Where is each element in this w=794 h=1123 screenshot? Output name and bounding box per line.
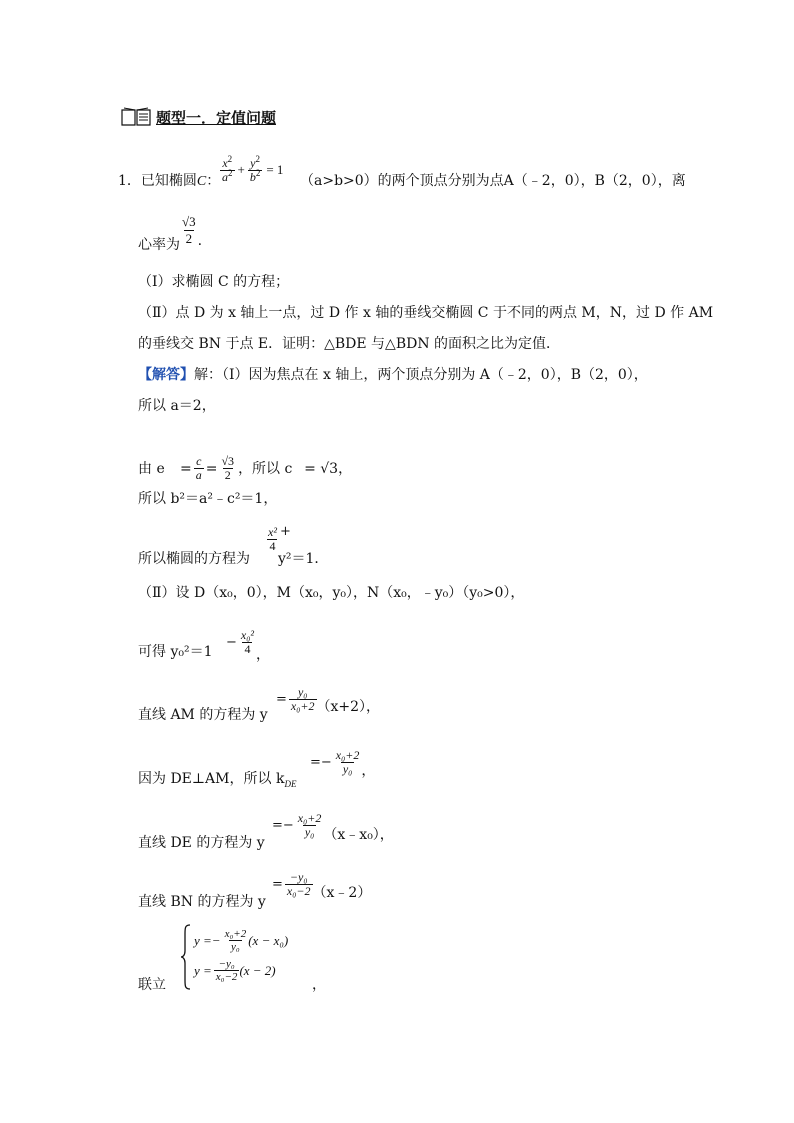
solution-line-3: 由 e = $\frac{c}{a}$ = $\frac{√3}{2}$ ，所以 c = √3 ， — [138, 454, 353, 482]
equals-one: = 1 — [266, 162, 284, 177]
solution-line-8-prefix: 直线 AM 的方程为 y — [138, 707, 268, 723]
problem-intro: 已知椭圆 — [140, 173, 197, 189]
de-slope: =− $\frac{\text{x₀+2}}{\text{y₀}}$ ， — [310, 747, 376, 779]
ellipse-result: $\frac{\text{x²}}{4}$ + — [268, 524, 291, 553]
x0sq-over-4: − $\frac{\text{x₀²}}{4}$ ， — [226, 627, 271, 663]
left-brace-icon — [180, 924, 192, 990]
problem-line-1 — [118, 172, 220, 191]
ecc-prefix: 心率为 — [138, 237, 180, 253]
ecc-line — [138, 236, 180, 254]
problem-condition: （a>b>0）的两个顶点分别为点A（﹣2，0），B（2，0），离 — [300, 173, 686, 189]
solution-line-5-tail: y²＝1． — [278, 551, 329, 567]
system-brace — [180, 924, 192, 990]
solution-line-11-prefix: 直线 BN 的方程为 y — [138, 894, 266, 910]
c-over-a: $\frac{c}{a}$ — [195, 454, 202, 482]
y-fraction: $\frac{y^2}{b^2}$ — [249, 153, 261, 184]
part-2-b: 的垂线交 BN 于点 E．证明：△BDE 与△BDN 的面积之比为定值． — [138, 336, 561, 352]
solution-line-1: 【解答】解：（Ⅰ）因为焦点在 x 轴上，两个顶点分别为 A（﹣2，0），B（2，0）， — [138, 367, 648, 383]
solution-line-6: （Ⅱ）设 D（x₀，0），M（x₀，y₀），N（x₀，﹣y₀）（y₀>0）， — [138, 585, 525, 601]
colon: ： — [206, 173, 221, 189]
bn-line-eq: = $\frac{\text{−y₀}}{\text{x₀−2}}$ （x﹣2） — [272, 869, 372, 901]
solution-line-9-prefix: 因为 DE⊥AM，所以 $k_{DE}$ — [138, 771, 297, 789]
ecc-fraction: $\frac{√3}{2}$ . — [182, 214, 203, 249]
system-eq-1: y =− $\frac{\text{x₀+2}}{\text{y₀}}$ (x − x₀) — [194, 928, 289, 953]
section-heading — [120, 106, 276, 128]
de-line-eq: =− $\frac{\text{x₀+2}}{\text{y₀}}$ （x﹣x₀）， — [272, 810, 394, 843]
am-slope: = $\frac{\text{y₀}}{\text{x₀+2}}$ （x+2）， — [276, 684, 381, 715]
solution-line-7: 可得 y₀²＝1 — [138, 644, 213, 660]
system-end: ， — [312, 977, 326, 993]
x-fraction: $\frac{x^2}{a^2}$ — [222, 153, 233, 184]
ellipse-equation — [220, 152, 283, 188]
solution-line-2: 所以 a＝2， — [138, 398, 216, 414]
plus-sign: + — [237, 162, 245, 177]
curve-name: C — [196, 174, 207, 189]
solution-line-4: 所以 b²＝a²﹣c²＝1， — [138, 491, 278, 507]
part-2-a: （Ⅱ）点 D 为 x 轴上一点，过 D 作 x 轴的垂线交椭圆 C 于不同的两点 M，N，过 D 作 AM — [138, 305, 714, 321]
heading-title: 题型一．定值问题 — [156, 108, 277, 127]
part-1: （Ⅰ）求椭圆 C 的方程； — [138, 274, 290, 290]
sqrt3-over-2: $\frac{√3}{2}$ — [221, 454, 235, 482]
solution-line-10-prefix: 直线 DE 的方程为 y — [138, 835, 265, 851]
solution-tag: 【解答】 — [138, 367, 194, 383]
system-eq-2: y = $\frac{\text{−y₀}}{\text{x₀−2}}$ (x − 2) — [194, 958, 276, 983]
system-label: 联立 — [138, 977, 166, 993]
book-icon — [120, 107, 152, 127]
problem-number: 1． — [118, 173, 141, 189]
solution-line-5-prefix: 所以椭圆的方程为 — [138, 551, 250, 567]
